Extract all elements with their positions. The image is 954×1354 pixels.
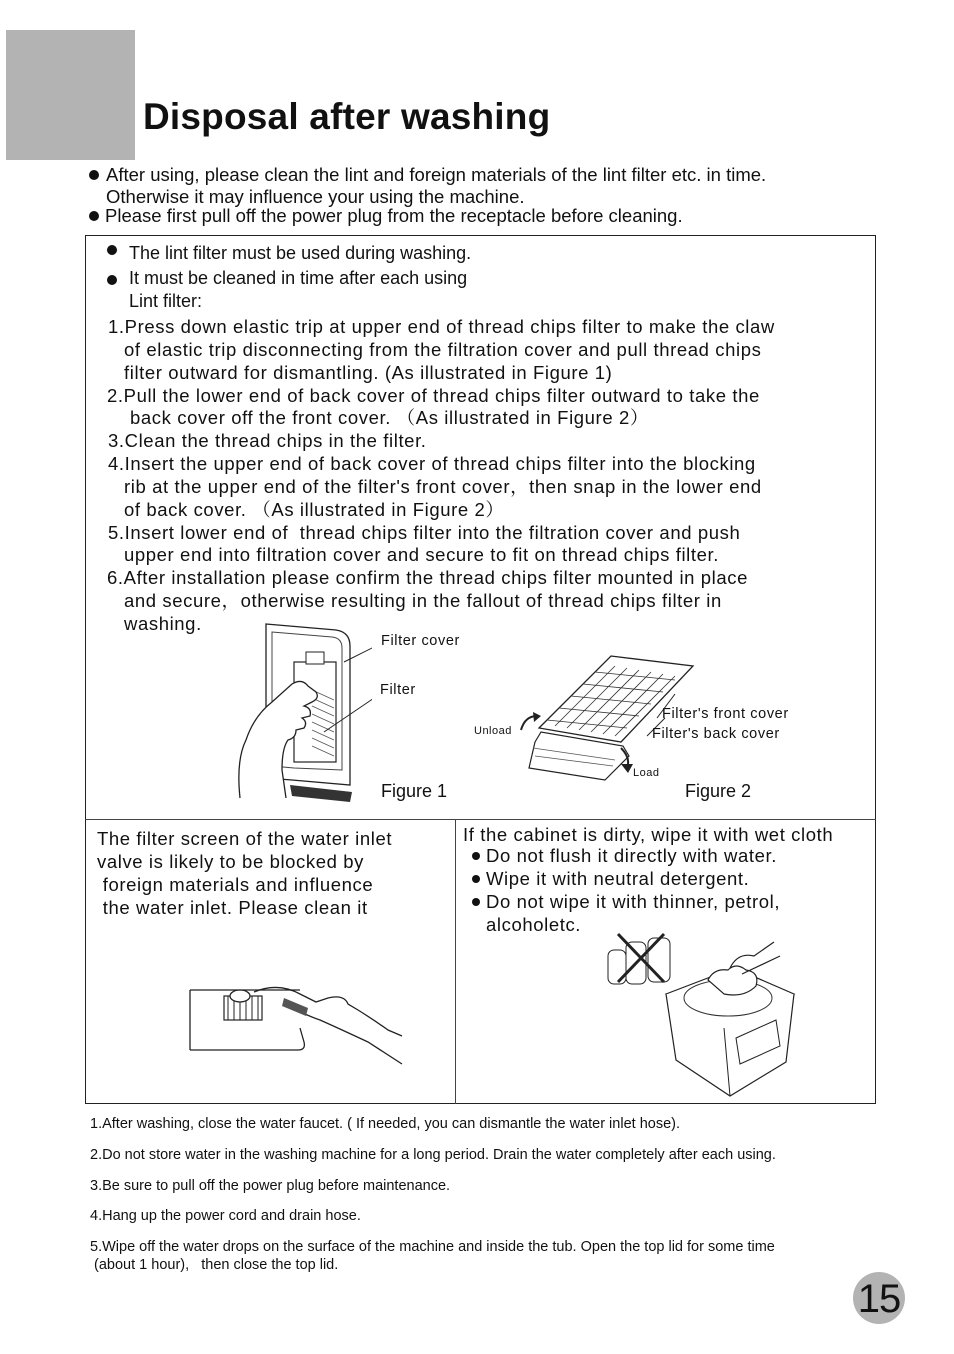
note-line: 3.Be sure to pull off the power plug before maintenance. [90,1178,451,1194]
lint-bullet-2: It must be cleaned in time after each using [129,268,468,288]
intro-line-2: Please first pull off the power plug from the receptacle before cleaning. [105,205,683,226]
bullet-icon [107,275,117,285]
box-divider-horizontal [85,819,876,820]
bullet-icon [89,211,99,221]
figure2-label-back-cover: Filter's back cover [652,726,780,742]
inlet-cleaning-illustration [188,972,408,1067]
note-line: (about 1 hour), then close the top lid. [90,1257,339,1273]
bullet-icon [472,898,480,906]
figure2-label-unload: Unload [474,725,512,737]
note-line: 1.After washing, close the water faucet. ( If needed, you can dismantle the water inlet hose). [90,1116,680,1132]
box-divider-vertical [455,819,456,1104]
cabinet-wiping-illustration [604,928,804,1098]
lint-bullet-1: The lint filter must be used during washing. [129,243,472,263]
step-line: 6.After installation please confirm the thread chips filter mounted in place [107,567,749,588]
cabinet-bullet-1: Do not flush it directly with water. [486,845,777,866]
figure2-caption: Figure 2 [685,781,752,801]
step-line: 4.Insert the upper end of back cover of thread chips filter into the blocking [108,453,756,474]
step-line: washing. [124,613,202,634]
bullet-icon [472,875,480,883]
note-line: 4.Hang up the power cord and drain hose. [90,1208,361,1224]
bullet-icon [107,245,117,255]
step-line: 1.Press down elastic trip at upper end of thread chips filter to make the claw [108,316,775,337]
bullet-icon [472,852,480,860]
step-line: filter outward for dismantling. (As illustrated in Figure 1) [124,362,613,383]
step-line: rib at the upper end of the filter's front cover，then snap in the lower end [124,476,762,497]
figure2-label-front-cover: Filter's front cover [662,706,789,722]
bullet-icon [89,170,99,180]
filter-removal-illustration [232,620,372,805]
lint-heading: Lint filter: [129,291,203,311]
figure2-label-load: Load [633,767,660,779]
header-gray-block [6,30,135,160]
cabinet-intro: If the cabinet is dirty, wipe it with wet cloth [463,824,834,845]
intro-line-1b: Otherwise it may influence your using the machine. [106,186,525,207]
step-line: of back cover. （As illustrated in Figure 2） [124,499,505,520]
intro-line-1: After using, please clean the lint and foreign materials of the lint filter etc. in time. [106,164,767,185]
inlet-text: foreign materials and influence [97,874,374,895]
step-line: upper end into filtration cover and secure to fit on thread chips filter. [124,544,720,565]
step-line: 2.Pull the lower end of back cover of thread chips filter outward to take the [107,385,760,406]
page-title: Disposal after washing [143,96,551,137]
step-line: and secure，otherwise resulting in the fallout of thread chips filter in [124,590,722,611]
note-line: 5.Wipe off the water drops on the surface of the machine and inside the tub. Open the top lid for some time [90,1239,775,1255]
figure1-caption: Figure 1 [381,781,448,801]
step-line: 5.Insert lower end of thread chips filter into the filtration cover and push [108,522,741,543]
step-line: 3.Clean the thread chips in the filter. [108,430,427,451]
step-line: of elastic trip disconnecting from the filtration cover and pull thread chips [124,339,762,360]
cabinet-bullet-3: Do not wipe it with thinner, petrol, [486,891,781,912]
note-line: 2.Do not store water in the washing machine for a long period. Drain the water completely after each using. [90,1147,776,1163]
page-number: 15 [853,1272,905,1324]
inlet-text: The filter screen of the water inlet [97,828,393,849]
inlet-text: the water inlet. Please clean it [97,897,368,918]
step-line: back cover off the front cover. （As illustrated in Figure 2） [130,407,649,428]
cabinet-bullet-3b: alcoholetc. [486,914,582,935]
figure1-label-filter-cover: Filter cover [381,633,460,649]
cabinet-bullet-2: Wipe it with neutral detergent. [486,868,750,889]
figure1-label-filter: Filter [380,682,416,698]
inlet-text: valve is likely to be blocked by [97,851,365,872]
